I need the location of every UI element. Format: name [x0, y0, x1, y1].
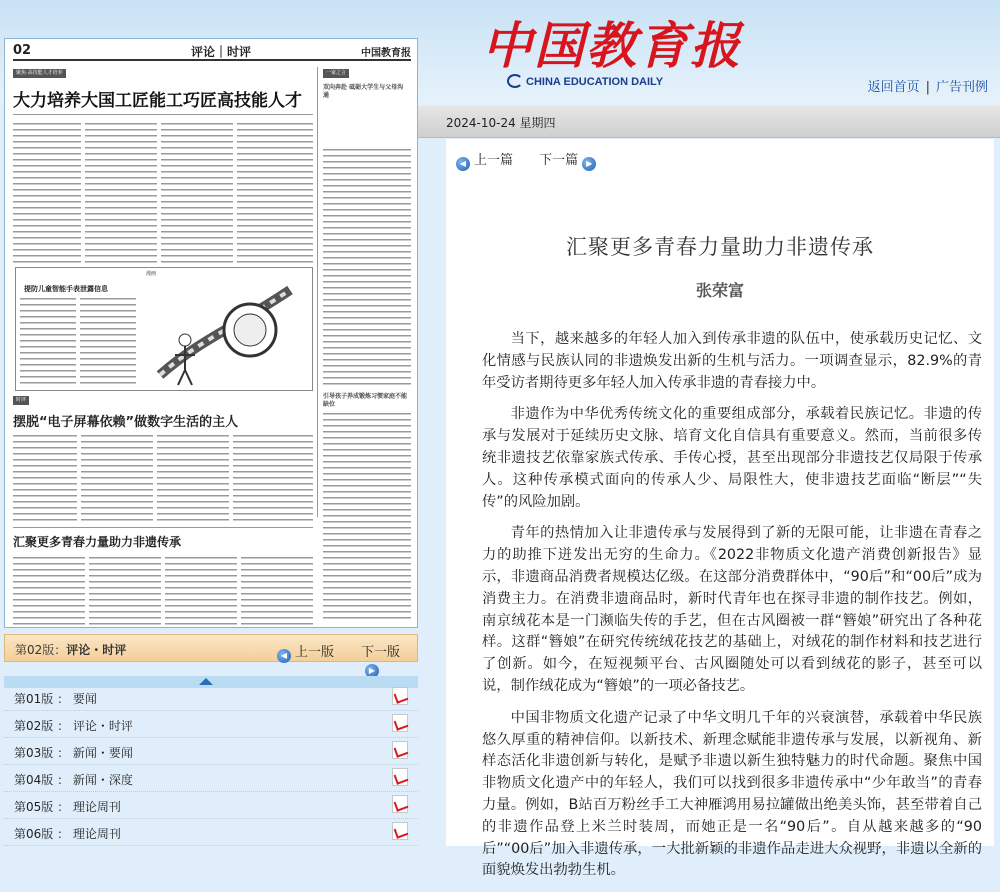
ad-rates-link[interactable]: 广告刊例 [935, 80, 988, 95]
logo-english: CHINA EDUCATION DAILY [526, 76, 664, 88]
prev-edition-button[interactable]: ◀ 上一版 [277, 641, 334, 663]
article-text-column [241, 557, 313, 625]
divider [13, 114, 313, 115]
cartoon-label: 漫画 [146, 271, 157, 277]
pdf-icon[interactable] [392, 687, 408, 705]
article-text-column [165, 557, 237, 625]
next-article-link[interactable]: 下一篇 ▶ [539, 153, 596, 168]
article-text-column [323, 413, 411, 623]
side-headline[interactable]: 双向奔赴 砥砺大学生与父母沟通 [323, 84, 404, 99]
arrow-right-icon: ▶ [365, 664, 379, 678]
page-section: 评论｜时评 [191, 45, 252, 59]
cartoon-text [20, 298, 76, 388]
pdf-icon[interactable] [392, 822, 408, 840]
pdf-icon[interactable] [392, 768, 408, 786]
pdf-icon[interactable] [392, 714, 408, 732]
divider [13, 527, 313, 528]
article-text-column [13, 435, 77, 523]
edition-bar [4, 634, 418, 675]
article-text-column [157, 435, 229, 523]
article-text-column [13, 123, 81, 263]
article-text-column [89, 557, 161, 625]
page-header [13, 43, 411, 61]
edition-item[interactable]: 第03版 ： 新闻・要闻 [4, 738, 418, 765]
article-paragraph: 非遗作为中华优秀传统文化的重要组成部分，承载着民族记忆。非遗的传承与发展对于延续历史文脉、培育文化自信具有重要意义。然而，当前很多传统非遗技艺依靠家族式传承、手传心授，甚至出现部分非遗技艺仅局限于传承人。这种传承模式面向的传承人少、局限性大，使非遗技艺面临“断层”“失传”的风险加剧。 [482, 406, 982, 510]
article-text-column [85, 123, 157, 263]
mid-side-headline[interactable]: 引导孩子养成锻炼习惯家庭不能缺位 [323, 393, 408, 408]
divider [317, 67, 318, 517]
next-edition-button[interactable]: 下一版▶ [361, 641, 417, 678]
article-text-column [233, 435, 313, 523]
edition-label: 第02版：评论・时评 [15, 643, 127, 657]
prev-article-link[interactable]: ◀ 上一篇 [456, 153, 513, 168]
top-links: 返回首页 | 广告刊例 [867, 80, 988, 95]
lead-headline[interactable]: 大力培养大国工匠能工巧匠高技能人才 [13, 91, 302, 111]
article-text-column [13, 557, 85, 625]
mid-headline[interactable]: 摆脱“电子屏幕依赖”做数字生活的主人 [13, 415, 239, 430]
edition-item[interactable]: 第01版 ： 要闻 [4, 684, 418, 711]
mid-tag: 时评 [13, 396, 29, 405]
lead-tag: 聚焦·高技能人才培养 [13, 69, 66, 78]
article-nav [456, 149, 618, 171]
date-bar [418, 106, 1000, 138]
arrow-left-icon: ◀ [277, 649, 291, 663]
bottom-headline[interactable]: 汇聚更多青春力量助力非遗传承 [13, 535, 182, 549]
newspaper-page-image[interactable] [4, 38, 418, 628]
article-panel [446, 139, 994, 879]
article-paragraph: 当下，越来越多的年轻人加入到传承非遗的队伍中，使承载历史记忆、文化情感与民族认同的非遗焕发出新的生机与活力。一项调查显示，82.9%的青年受访者期待更多年轻人加入传承非遗的青春接力中。 [482, 331, 982, 391]
article-paragraph: 青年的热情加入让非遗传承与发展得到了新的无限可能，让非遗在青春之力的助推下迸发出无穷的生命力。《2022非物质文化遗产消费创新报告》显示，非遗商品消费者规模达亿级。在这部分消费群体中，“90后”和“00后”成为消费主力。在消费非遗商品时，新时代青年也在探寻非遗的制作技艺。例如，南京绒花本是一门濒临失传的手艺，但在古风圈被一群“簪娘”研究出了各种花样。这群“簪娘”在研究传统绒花技艺的基础上，对绒花的制作材料和技艺进行了创新。如今，在短视频平台、古风圈随处可以看到绒花的影子，甚至可以说，制作绒花成为“簪娘”的一项必备技艺。 [482, 525, 982, 694]
page-number: 02 [13, 43, 32, 58]
article-text-column [323, 149, 411, 387]
arrow-left-icon: ◀ [456, 157, 470, 171]
edition-list [4, 684, 418, 846]
article-title: 汇聚更多青春力量助力非遗传承 [566, 235, 874, 259]
article-body [482, 329, 982, 892]
smartwatch-drawing [140, 270, 310, 390]
article-text-column [161, 123, 233, 263]
article-text-column [237, 123, 313, 263]
edition-item[interactable]: 第02版 ： 评论・时评 [4, 711, 418, 738]
article-paragraph: 中国非物质文化遗产记录了中华文明几千年的兴衰演替，承载着中华民族悠久厚重的精神信仰。以新技术、新理念赋能非遗传承与发展，以新视角、新样态活化非遗创新与转化，是赋予非遗以新生独特魅力的时代命题。聚焦中国非物质文化遗产中的年轻人，我们可以找到很多非遗传承中“少年敢当”的青春力量。例如，B站百万粉丝手工大神雁鸿用易拉罐做出绝美头饰，甚至带着自己的非遗作品登上米兰时装周，而她正是一名“90后”。自从越来越多的“90后”“00后”加入非遗传承，一大批新颖的非遗作品走进大众视野，非遗以全新的面貌焕发出勃勃生机。 [482, 709, 982, 879]
home-link[interactable]: 返回首页 [867, 80, 920, 95]
issue-date: 2024-10-24 星期四 [446, 116, 556, 130]
logo-chinese[interactable]: 中国教育报 [482, 16, 742, 75]
edition-item[interactable]: 第04版 ： 新闻・深度 [4, 765, 418, 792]
arrow-right-icon: ▶ [582, 157, 596, 171]
pdf-icon[interactable] [392, 741, 408, 759]
cartoon-caption: 提防儿童智能手表泄露信息 [24, 285, 108, 293]
page-masthead: 中国教育报 [361, 48, 411, 59]
cartoon-illustration[interactable] [15, 267, 313, 391]
pdf-icon[interactable] [392, 795, 408, 813]
article-text-column [81, 435, 153, 523]
cartoon-text [80, 298, 136, 388]
article-author: 张荣富 [695, 281, 744, 300]
edition-item[interactable]: 第05版 ： 理论周刊 [4, 792, 418, 819]
edition-item[interactable]: 第06版 ： 理论周刊 [4, 819, 418, 846]
side-tag: 一家之言 [323, 69, 349, 78]
